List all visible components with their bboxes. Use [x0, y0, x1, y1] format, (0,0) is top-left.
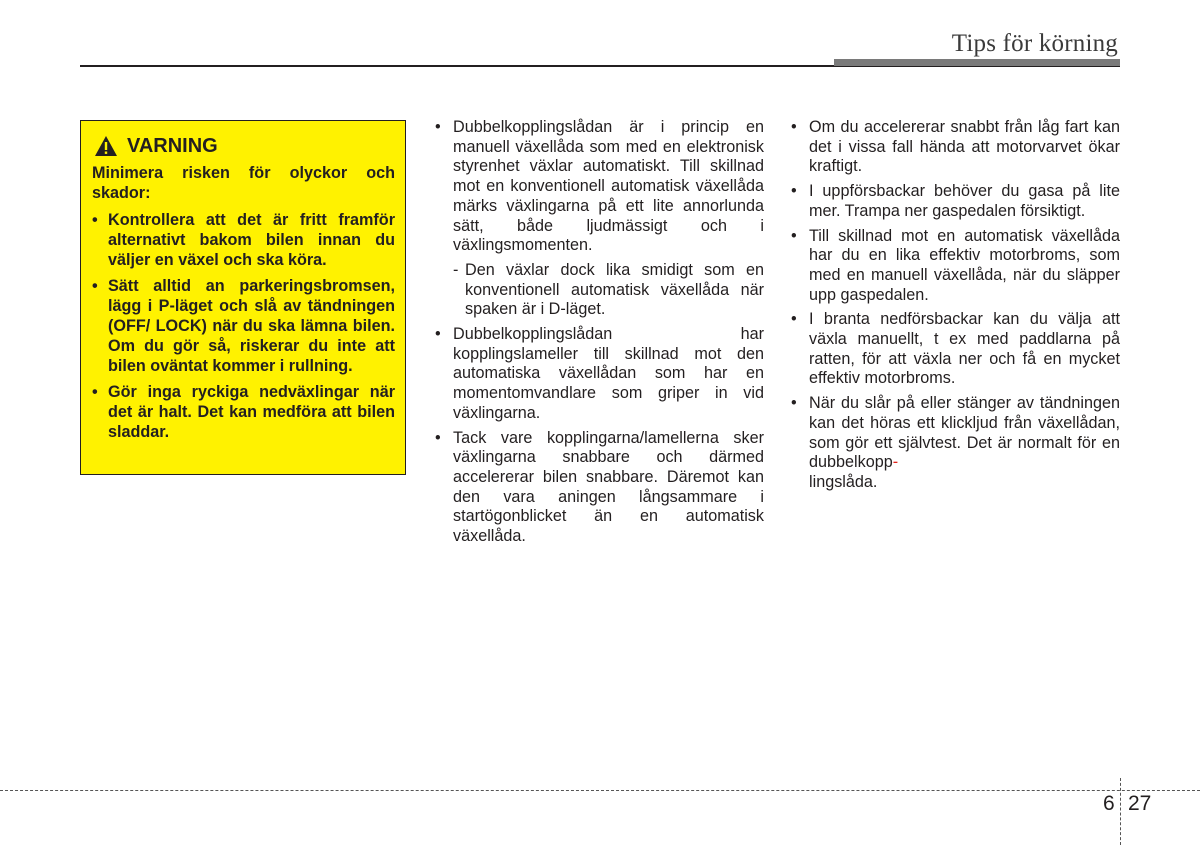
warning-item	[92, 276, 395, 376]
bullet-item	[791, 394, 1120, 493]
bullet-text: Dubbelkopplingslådan har kopplingslameller till skillnad mot den automatiska växellådan som har en momentomvandlare som griper in vid växlingarna.	[453, 325, 764, 422]
bullet-text-continuation: lingslåda.	[809, 472, 878, 491]
bullet-item	[791, 310, 1120, 389]
bullet-text: När du slår på eller stänger av tändningen kan det höras ett klickljud från växellådan, som gör ett självtest. Det är normalt för en dubbelkopp	[809, 394, 1120, 472]
bullet-text: I branta nedförsbackar kan du välja att växla manuellt, t ex med paddlarna på ratten, för att växla ner och få en mycket effektiv motorbroms.	[809, 310, 1120, 388]
bullet-item	[791, 182, 1120, 221]
bullet-item	[435, 429, 764, 547]
bullet-text: Om du accelererar snabbt från låg fart kan det i vissa fall hända att motorvarvet ökar kraftigt.	[809, 118, 1120, 176]
warning-title: VARNING	[127, 135, 218, 157]
bullet-item	[435, 118, 764, 256]
bullet-item	[791, 118, 1120, 177]
warning-item-text: Sätt alltid an parkeringsbromsen, lägg i P-läget och slå av tändningen (OFF/ LOCK) när du ska lämna bilen. Om du gör så, riskerar du inte att bilen oväntat kommer i rullning.	[108, 277, 395, 375]
chapter-number: 6	[1103, 792, 1115, 815]
bullet: •	[435, 428, 441, 447]
bullet: •	[791, 310, 797, 329]
bullet: •	[791, 226, 797, 245]
warning-item	[92, 382, 395, 442]
warning-triangle-icon	[94, 135, 118, 157]
bullet: •	[92, 383, 98, 401]
warning-intro: Minimera risken för olyckor och skador:	[92, 164, 395, 202]
bullet: •	[435, 325, 441, 344]
middle-column	[435, 118, 764, 552]
page-header-title: Tips för körning	[951, 30, 1118, 57]
warning-item-text: Gör inga ryckiga nedväxlingar när det är halt. Det kan medföra att bilen sladdar.	[108, 383, 395, 441]
bullet: •	[92, 211, 98, 229]
hyphen-mark: -	[892, 453, 899, 472]
sub-item	[435, 261, 764, 320]
warning-header	[92, 135, 395, 157]
dash: -	[453, 260, 459, 279]
footer-dashed-rule	[0, 790, 1200, 791]
warning-box	[80, 120, 406, 475]
bullet: •	[791, 394, 797, 413]
footer-dashed-divider	[1120, 778, 1121, 845]
bullet-text: Till skillnad mot en automatisk växellåda har du en lika effektiv motorbroms, som med en manuell växellåda, när du släpper upp gaspedalen.	[809, 226, 1120, 304]
right-column	[791, 118, 1120, 498]
bullet-text: Tack vare kopplingarna/lamellerna sker växlingarna snabbare och därmed accelererar bilen snabbare. Däremot kan den vara aningen långsammare i startögonblicket än en automatisk växellåda.	[453, 428, 764, 546]
bullet: •	[92, 277, 98, 295]
warning-item	[92, 210, 395, 270]
bullet: •	[435, 118, 441, 136]
bullet-text: I uppförsbackar behöver du gasa på lite mer. Trampa ner gaspedalen försiktigt.	[809, 182, 1120, 220]
bullet: •	[791, 118, 797, 136]
bullet-item	[435, 325, 764, 424]
warning-item-text: Kontrollera att det är fritt framför alternativt bakom bilen innan du väljer en växel och ska köra.	[108, 211, 395, 269]
bullet-item	[791, 227, 1120, 306]
sub-item-text: Den växlar dock lika smidigt som en konventionell automatisk växellåda när spaken är i D-läget.	[465, 260, 764, 319]
header-accent-bar	[834, 59, 1120, 66]
bullet-text: Dubbelkopplingslådan är i princip en manuell växellåda som med en elektronisk styrenhet växlar automatiskt. Till skillnad mot en konventionell automatisk växellåda märks växlingarna på ett lite annorlunda sätt, både ljudmässigt och i växlingsmomenten.	[453, 118, 764, 255]
page-number: 27	[1128, 792, 1152, 815]
bullet: •	[791, 182, 797, 201]
